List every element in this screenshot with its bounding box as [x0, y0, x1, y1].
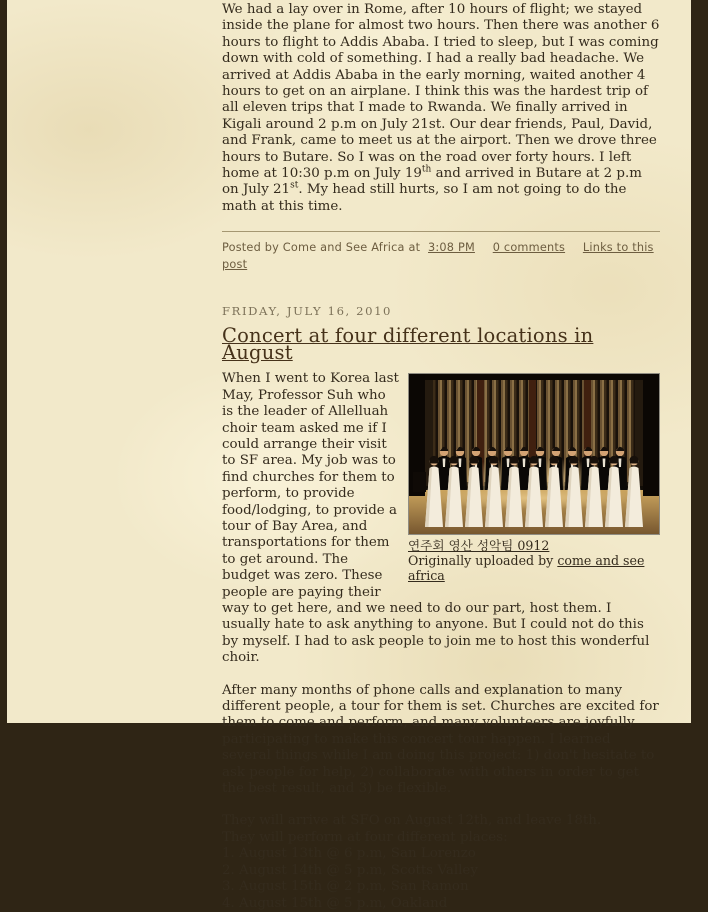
schedule-item: 4. August 15th @ 5 p.m, Oakland [222, 896, 447, 911]
post-divider [222, 231, 660, 232]
post-previous [222, 2, 660, 273]
post-paragraph: When I went to Korea last May, Professor Suh who is the leader of Allelluah choir team asked me if I could arrange their visit to SF area. My job was to find churches for them to perform, to provide food/lodging, to provide a tour of Bay Area, and transportations for them to get around. The budget was zero. These people are paying their way to get here, and we need to do our part, host them. I usually hate to ask anything to anyone. But I could not do this by myself. I had to ask people to join me to host this wonderful choir. [222, 371, 660, 666]
post-text: We had a lay over in Rome, after 10 hours of flight; we stayed inside the plane for almost two hours. Then there was another 6 hours to flight to Addis Ababa. I tried to sleep, but I was coming down with cold of something. I had a really bad headache. We arrived at Addis Ababa in the early morning, waited another 4 hours to get on an airplane. I think this was the hardest trip of all eleven trips that I made to Rwanda. We finally arrived in Kigali around 2 p.m on July 21st. Our dear friends, Paul, David, and Frank, came to meet us at the airport. Then we drove three hours to Butare. So I was on the road over forty hours. I left home at 10:30 p.m on July 19 [222, 2, 659, 181]
post-title [222, 327, 660, 362]
choir-photo [408, 373, 660, 535]
arrival-line: They will arrive at SFO on August 12th, and leave 18th. [222, 813, 601, 828]
post-concert [222, 303, 660, 912]
posted-by-label: Posted by Come and See Africa at [222, 241, 420, 254]
choir-photo-link[interactable] [408, 373, 660, 535]
schedule-paragraph [222, 813, 660, 911]
schedule-item: 2. August 14th @ 5 p.m, Scotts Valley [222, 863, 478, 878]
flickr-photo-block [408, 373, 660, 583]
schedule-item: 3. August 15th @ 2 p.m, San Ramon [222, 879, 469, 894]
post-body [222, 371, 660, 912]
attribution-prefix: Originally uploaded by [408, 553, 557, 568]
photo-attribution [408, 553, 660, 583]
schedule-item: 1. August 13th @ 6 p.m, San Lorenzo [222, 846, 476, 861]
perform-line: They will perform at four different places: [222, 830, 508, 845]
ordinal-superscript: st [290, 181, 298, 191]
photo-caption [408, 538, 660, 553]
post-text: . My head still hurts, so I am not going to do the math at this time. [222, 182, 626, 213]
comments-link[interactable]: 0 comments [493, 241, 565, 254]
post-paragraph: After many months of phone calls and explanation to many different people, a tour for them is set. Churches are excited for them to come and perform, and many volunteers are joyfully participating to make this concert tour happen. I learned several things while I am doing this project: 1) don't hesitate to ask people for help, 2) collaborate with others in order to get the best result, and 3) be flexible. [222, 683, 660, 798]
attribution-link[interactable]: come and see africa [408, 553, 644, 583]
timestamp-link[interactable]: 3:08 PM [428, 241, 475, 254]
ordinal-superscript: th [422, 165, 431, 175]
post-footer [222, 240, 660, 273]
links-to-post-link[interactable]: Links to this post [222, 241, 654, 270]
photo-caption-link[interactable]: 연주회 영산 성악팀 0912 [408, 538, 549, 553]
post-title-link[interactable]: Concert at four different locations in August [222, 324, 593, 364]
post-paragraph [222, 2, 660, 215]
blog-page [7, 0, 691, 723]
post-text: and arrived in Butare at 2 p.m on July 21 [222, 166, 642, 197]
main-column [222, 0, 660, 912]
date-header: FRIDAY, JULY 16, 2010 [222, 303, 660, 319]
